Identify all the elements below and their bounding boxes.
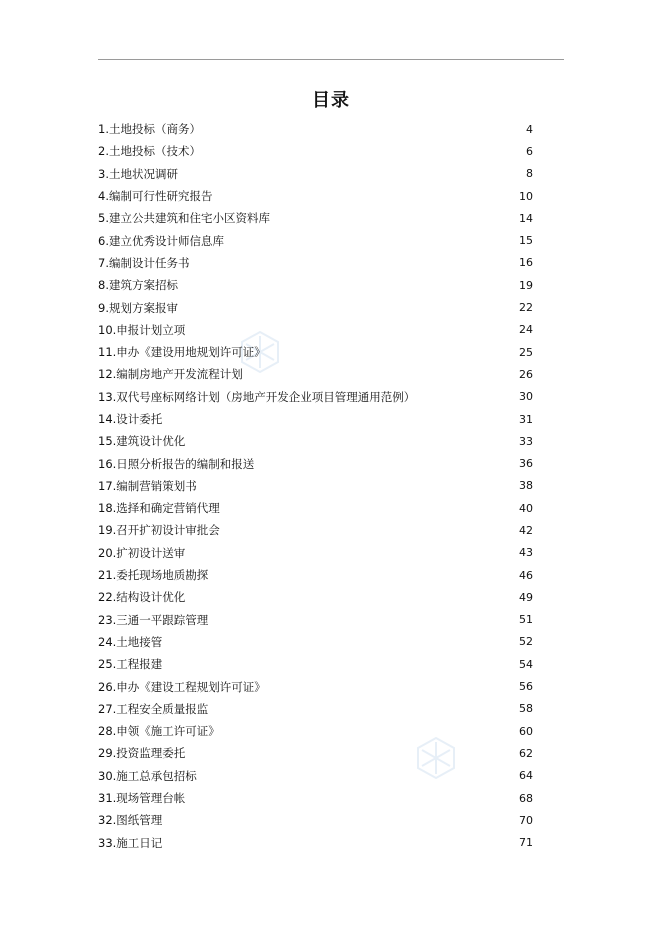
toc-entry-number: 11.	[98, 345, 117, 360]
toc-entry-page: 43	[519, 546, 533, 560]
toc-entry[interactable]	[98, 452, 533, 474]
toc-entry-page: 52	[519, 635, 533, 649]
toc-entry[interactable]	[98, 497, 533, 519]
toc-entry-page: 10	[519, 189, 533, 203]
toc-entry-text: 施工日记	[116, 835, 163, 850]
toc-entry-text: 编制房地产开发流程计划	[116, 367, 243, 382]
toc-entry-page: 33	[519, 434, 533, 448]
toc-entry-heading	[98, 522, 220, 538]
toc-entry-heading	[98, 478, 197, 494]
toc-entry-text: 设计委托	[116, 412, 163, 426]
toc-entry-heading	[98, 812, 162, 828]
toc-entry-text: 编制设计任务书	[108, 255, 190, 270]
toc-entry-number: 9.	[98, 300, 109, 315]
toc-entry-heading	[98, 567, 208, 583]
toc-entry-text: 工程报建	[116, 657, 163, 672]
toc-entry-text: 委托现场地质勘探	[116, 568, 209, 583]
toc-entry-number: 18.	[98, 501, 117, 516]
toc-entry-text: 申办《建设用地规划许可证》	[116, 345, 266, 360]
toc-entry[interactable]	[98, 698, 533, 720]
toc-entry-page: 15	[519, 234, 533, 248]
toc-entry[interactable]	[98, 252, 533, 274]
toc-entry-heading	[98, 300, 178, 316]
toc-entry[interactable]	[98, 609, 533, 631]
toc-entry-text: 结构设计优化	[116, 590, 186, 605]
toc-entry-text: 土地接管	[116, 634, 163, 649]
toc-entry-number: 24.	[98, 634, 117, 649]
toc-entry-number: 28.	[98, 724, 117, 739]
toc-entry-number: 2.	[98, 144, 109, 159]
toc-entry-number: 30.	[98, 768, 117, 783]
toc-entry[interactable]	[98, 274, 533, 296]
toc-entry[interactable]	[98, 787, 533, 809]
toc-entry-page: 4	[526, 122, 533, 136]
toc-entry[interactable]	[98, 542, 533, 564]
toc-entry-heading	[98, 277, 178, 293]
toc-entry-heading	[98, 456, 254, 472]
toc-entry-number: 14.	[98, 412, 117, 426]
toc-entry-page: 42	[519, 523, 533, 537]
toc-entry-heading	[98, 679, 266, 695]
toc-entry[interactable]	[98, 720, 533, 742]
toc-entry[interactable]	[98, 185, 533, 207]
toc-entry-number: 15.	[98, 434, 117, 449]
toc-entry-page: 38	[519, 479, 533, 493]
toc-entry[interactable]	[98, 207, 533, 229]
toc-entry-heading	[98, 790, 185, 806]
toc-entry-number: 6.	[98, 233, 109, 248]
toc-entry-number: 19.	[98, 523, 117, 538]
toc-entry-heading	[98, 255, 189, 271]
toc-entry-number: 26.	[98, 679, 117, 694]
toc-entry-text: 施工总承包招标	[116, 768, 197, 783]
toc-entry-number: 22.	[98, 590, 117, 605]
toc-entry[interactable]	[98, 832, 533, 854]
toc-entry[interactable]	[98, 140, 533, 162]
toc-entry-text: 土地状况调研	[108, 166, 178, 181]
toc-entry-heading	[98, 612, 208, 628]
toc-entry[interactable]	[98, 653, 533, 675]
toc-entry[interactable]	[98, 229, 533, 251]
toc-entry-number: 3.	[98, 166, 109, 181]
toc-entry-heading	[98, 500, 220, 516]
toc-entry-page: 46	[519, 568, 533, 582]
toc-entry-page: 56	[519, 680, 533, 694]
toc-entry-number: 16.	[98, 456, 117, 471]
toc-entry-text: 投资监理委托	[116, 746, 186, 761]
toc-entry-page: 64	[519, 769, 533, 783]
toc-entry-heading	[98, 366, 243, 382]
toc-entry-page: 70	[519, 813, 533, 827]
toc-entry-text: 建立优秀设计师信息库	[108, 233, 224, 248]
toc-entry-page: 8	[526, 167, 533, 181]
toc-entry-number: 12.	[98, 367, 117, 382]
toc-entry-heading	[98, 322, 185, 338]
toc-entry-page: 22	[519, 301, 533, 315]
toc-entry-heading	[98, 656, 162, 672]
toc-entry-number: 31.	[98, 791, 117, 806]
toc-entry-heading	[98, 634, 162, 650]
toc-entry-text: 双代号座标网络计划（房地产开发企业项目管理通用范例）	[116, 389, 416, 404]
toc-entry-number: 5.	[98, 211, 109, 226]
toc-entry-heading	[98, 545, 185, 561]
toc-entry-text: 申领《施工许可证》	[116, 724, 220, 739]
toc-entry-heading	[98, 433, 185, 449]
toc-entry-page: 49	[519, 590, 533, 604]
toc-entry-page: 54	[519, 657, 533, 671]
toc-entry[interactable]	[98, 363, 533, 385]
toc-entry-number: 29.	[98, 746, 117, 761]
toc-entry-number: 32.	[98, 813, 117, 828]
toc-entry-text: 选择和确定营销代理	[116, 501, 220, 516]
toc-entry[interactable]	[98, 765, 533, 787]
toc-entry-heading	[98, 121, 201, 137]
toc-entry-heading	[98, 389, 415, 405]
toc-entry-heading	[98, 723, 220, 739]
toc-entry-text: 建筑设计优化	[116, 434, 186, 449]
toc-entry[interactable]	[98, 430, 533, 452]
toc-entry-text: 土地投标（商务）	[108, 122, 201, 137]
toc-entry-heading	[98, 344, 266, 360]
toc-entry-page: 71	[519, 836, 533, 850]
toc-entry-page: 26	[519, 367, 533, 381]
toc-entry-page: 62	[519, 746, 533, 760]
toc-entry[interactable]	[98, 809, 533, 831]
toc-entry-page: 14	[519, 211, 533, 225]
toc-entry-page: 36	[519, 457, 533, 471]
toc-entry-text: 三通一平跟踪管理	[116, 612, 209, 627]
toc-entry[interactable]	[98, 341, 533, 363]
toc-list	[98, 118, 533, 854]
toc-entry-page: 30	[519, 390, 533, 404]
toc-entry-number: 4.	[98, 189, 109, 204]
toc-entry-page: 6	[526, 144, 533, 158]
toc-entry[interactable]	[98, 296, 533, 318]
toc-entry-page: 25	[519, 345, 533, 359]
toc-entry-heading	[98, 835, 162, 851]
toc-entry-heading	[98, 210, 270, 226]
toc-entry[interactable]	[98, 118, 533, 140]
toc-entry-page: 19	[519, 278, 533, 292]
toc-entry-number: 33.	[98, 835, 117, 850]
toc-entry[interactable]	[98, 408, 533, 430]
toc-title: 目录	[312, 90, 350, 111]
toc-entry-text: 召开扩初设计审批会	[116, 523, 220, 538]
toc-entry[interactable]	[98, 519, 533, 541]
toc-entry-text: 土地投标（技术）	[108, 144, 201, 159]
toc-entry-page: 16	[519, 256, 533, 270]
toc-entry-text: 申报计划立项	[116, 322, 186, 337]
toc-entry-text: 建立公共建筑和住宅小区资料库	[108, 211, 270, 226]
toc-entry-page: 24	[519, 323, 533, 337]
toc-entry-heading	[98, 143, 201, 159]
toc-entry[interactable]	[98, 675, 533, 697]
toc-entry-number: 10.	[98, 322, 117, 337]
toc-entry-text: 现场管理台帐	[116, 791, 186, 806]
toc-entry[interactable]	[98, 564, 533, 586]
toc-entry-heading	[98, 589, 185, 605]
toc-entry-text: 申办《建设工程规划许可证》	[116, 679, 266, 694]
toc-entry[interactable]	[98, 319, 533, 341]
toc-entry-page: 31	[519, 412, 533, 426]
toc-entry-text: 规划方案报审	[108, 300, 178, 315]
toc-entry-text: 工程安全质量报监	[116, 701, 209, 716]
toc-entry[interactable]	[98, 586, 533, 608]
toc-entry-number: 20.	[98, 545, 117, 560]
toc-entry-number: 1.	[98, 122, 109, 137]
toc-entry-text: 编制营销策划书	[116, 478, 197, 493]
toc-entry[interactable]	[98, 631, 533, 653]
toc-entry-page: 51	[519, 613, 533, 627]
toc-entry-heading	[98, 188, 212, 204]
toc-entry-text: 日照分析报告的编制和报送	[116, 456, 255, 471]
toc-entry-page: 40	[519, 501, 533, 515]
toc-entry-heading	[98, 233, 224, 249]
toc-entry-number: 27.	[98, 701, 117, 716]
toc-entry-text: 扩初设计送审	[116, 545, 186, 560]
toc-entry-heading	[98, 166, 178, 182]
header-rule	[98, 59, 564, 60]
toc-entry[interactable]	[98, 386, 533, 408]
toc-entry-number: 25.	[98, 657, 117, 672]
toc-entry-page: 60	[519, 724, 533, 738]
toc-entry-heading	[98, 768, 197, 784]
toc-entry-number: 17.	[98, 478, 117, 493]
toc-entry-number: 7.	[98, 255, 109, 270]
toc-entry[interactable]	[98, 163, 533, 185]
toc-entry[interactable]	[98, 475, 533, 497]
toc-entry-number: 13.	[98, 389, 117, 404]
toc-entry-number: 23.	[98, 612, 117, 627]
toc-entry-page: 58	[519, 702, 533, 716]
toc-entry[interactable]	[98, 742, 533, 764]
toc-entry-heading	[98, 701, 208, 717]
toc-entry-text: 建筑方案招标	[108, 278, 178, 293]
toc-entry-text: 编制可行性研究报告	[108, 189, 213, 204]
toc-entry-text: 图纸管理	[116, 813, 163, 828]
toc-entry-page: 68	[519, 791, 533, 805]
toc-entry-number: 8.	[98, 278, 109, 293]
toc-entry-heading	[98, 745, 185, 761]
toc-entry-heading	[98, 411, 162, 427]
toc-entry-number: 21.	[98, 568, 117, 583]
